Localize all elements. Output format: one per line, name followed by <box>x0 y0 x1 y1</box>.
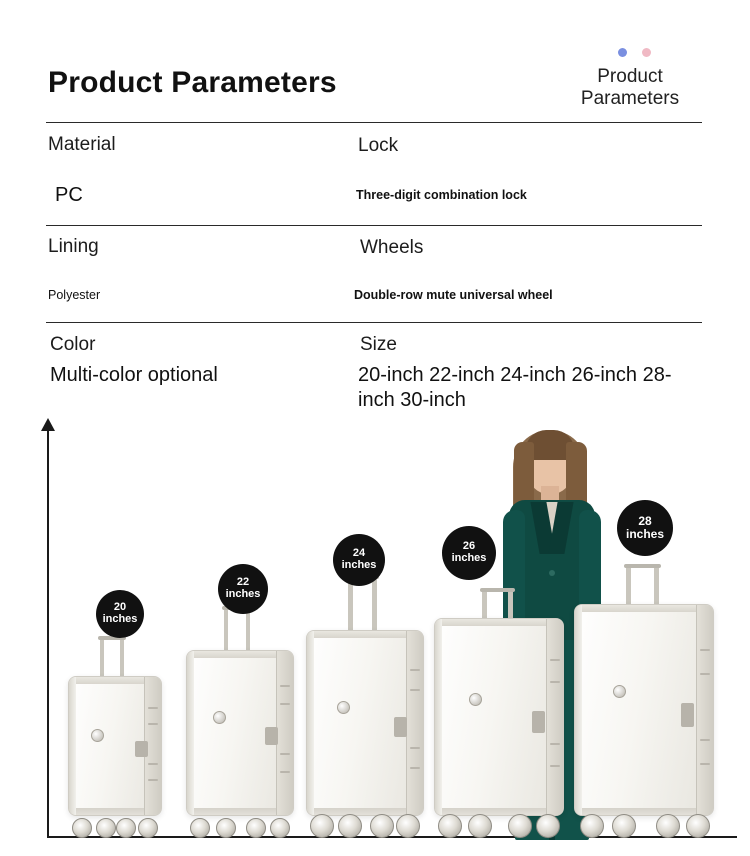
case-left-edge <box>187 651 194 815</box>
size-bubble-28 <box>617 500 673 556</box>
wheel <box>270 818 290 838</box>
suitcase-24-inch <box>306 570 422 838</box>
case-rib <box>148 763 158 765</box>
case-latch <box>135 741 148 757</box>
size-bubble-20 <box>96 590 144 638</box>
wheel <box>536 814 560 838</box>
wheel <box>468 814 492 838</box>
dot-pink-icon <box>642 48 651 57</box>
size-bubble-number: 28 <box>638 514 652 529</box>
case-rib <box>280 703 290 705</box>
size-bubble-number: 22 <box>236 576 250 589</box>
combination-lock-icon <box>91 729 104 742</box>
size-bubble-unit: inches <box>451 552 487 564</box>
wheel <box>580 814 604 838</box>
size-bubble-22 <box>218 564 268 614</box>
material-value: PC <box>55 184 83 206</box>
size-bubble-unit: inches <box>225 588 261 600</box>
corner-label <box>550 66 710 110</box>
case-left-edge <box>575 605 582 815</box>
case-latch <box>394 717 407 737</box>
wheels-value: Double-row mute universal wheel <box>354 288 553 302</box>
case-right-edge <box>696 605 713 815</box>
decorative-dots <box>618 48 666 60</box>
case-latch <box>265 727 278 745</box>
case-right-edge <box>406 631 423 815</box>
size-bubble-number: 26 <box>462 540 476 553</box>
case-rib <box>280 753 290 755</box>
lining-value: Polyester <box>48 288 101 302</box>
wheel <box>138 818 158 838</box>
divider-3 <box>46 322 702 323</box>
case-left-edge <box>69 677 76 815</box>
y-axis <box>47 428 49 838</box>
case-rib <box>410 767 420 769</box>
size-bubble-unit: inches <box>341 559 377 571</box>
wheel <box>370 814 394 838</box>
case-rib <box>700 673 710 675</box>
wheel <box>396 814 420 838</box>
case-body <box>306 630 424 816</box>
case-rib <box>550 743 560 745</box>
dot-blue-icon <box>618 48 627 57</box>
divider-2 <box>46 225 702 226</box>
size-bubble-24 <box>333 534 385 586</box>
suitcase-22-inch <box>186 600 292 838</box>
case-rib <box>410 669 420 671</box>
wheel <box>190 818 210 838</box>
wheel <box>508 814 532 838</box>
combination-lock-icon <box>213 711 226 724</box>
case-rib <box>148 707 158 709</box>
size-label: Size <box>360 334 397 355</box>
combination-lock-icon <box>613 685 626 698</box>
case-rib <box>550 765 560 767</box>
case-body <box>574 604 714 816</box>
lining-label: Lining <box>48 236 99 257</box>
case-right-edge <box>276 651 293 815</box>
case-rib <box>410 689 420 691</box>
wheel <box>246 818 266 838</box>
case-latch <box>681 703 694 727</box>
case-rib <box>148 779 158 781</box>
wheel <box>438 814 462 838</box>
case-rib <box>700 763 710 765</box>
size-value: 20-inch 22-inch 24-inch 26-inch 28-inch 30-inch <box>358 364 672 411</box>
suitcase-20-inch <box>68 630 160 838</box>
wheel <box>96 818 116 838</box>
corner-label-line1: Product <box>597 66 663 87</box>
combination-lock-icon <box>469 693 482 706</box>
wheel <box>72 818 92 838</box>
size-bubble-unit: inches <box>625 527 664 541</box>
wheel <box>216 818 236 838</box>
wheel <box>612 814 636 838</box>
case-rib <box>280 685 290 687</box>
case-rib <box>280 771 290 773</box>
lock-value: Three-digit combination lock <box>356 188 527 202</box>
case-rib <box>410 747 420 749</box>
case-body <box>434 618 564 816</box>
case-body <box>186 650 294 816</box>
divider-1 <box>46 122 702 123</box>
case-rib <box>550 659 560 661</box>
case-top-frame <box>575 605 713 612</box>
case-body <box>68 676 162 816</box>
material-label: Material <box>48 134 116 155</box>
handle-grip <box>480 588 515 592</box>
wheels-label: Wheels <box>360 237 424 258</box>
size-bubble-number: 24 <box>352 547 366 560</box>
case-rib <box>700 649 710 651</box>
corner-label-line2: Parameters <box>580 87 680 109</box>
page-title: Product Parameters <box>48 66 337 99</box>
case-right-edge <box>546 619 563 815</box>
lock-label: Lock <box>358 135 399 156</box>
handle-grip <box>624 564 661 568</box>
case-latch <box>532 711 545 733</box>
combination-lock-icon <box>337 701 350 714</box>
case-rib <box>550 681 560 683</box>
case-left-edge <box>435 619 442 815</box>
case-top-frame <box>435 619 563 626</box>
color-value: Multi-color optional <box>50 364 218 386</box>
case-rib <box>148 723 158 725</box>
size-bubble-26 <box>442 526 496 580</box>
size-bubble-number: 20 <box>113 601 127 614</box>
wheel <box>116 818 136 838</box>
size-bubble-unit: inches <box>102 613 138 625</box>
wheel <box>338 814 362 838</box>
case-rib <box>700 739 710 741</box>
suitcase-28-inch <box>574 528 712 838</box>
case-left-edge <box>307 631 314 815</box>
wheel <box>656 814 680 838</box>
wheel <box>310 814 334 838</box>
wheel <box>686 814 710 838</box>
color-label: Color <box>50 334 96 355</box>
suitcase-26-inch <box>434 552 562 838</box>
